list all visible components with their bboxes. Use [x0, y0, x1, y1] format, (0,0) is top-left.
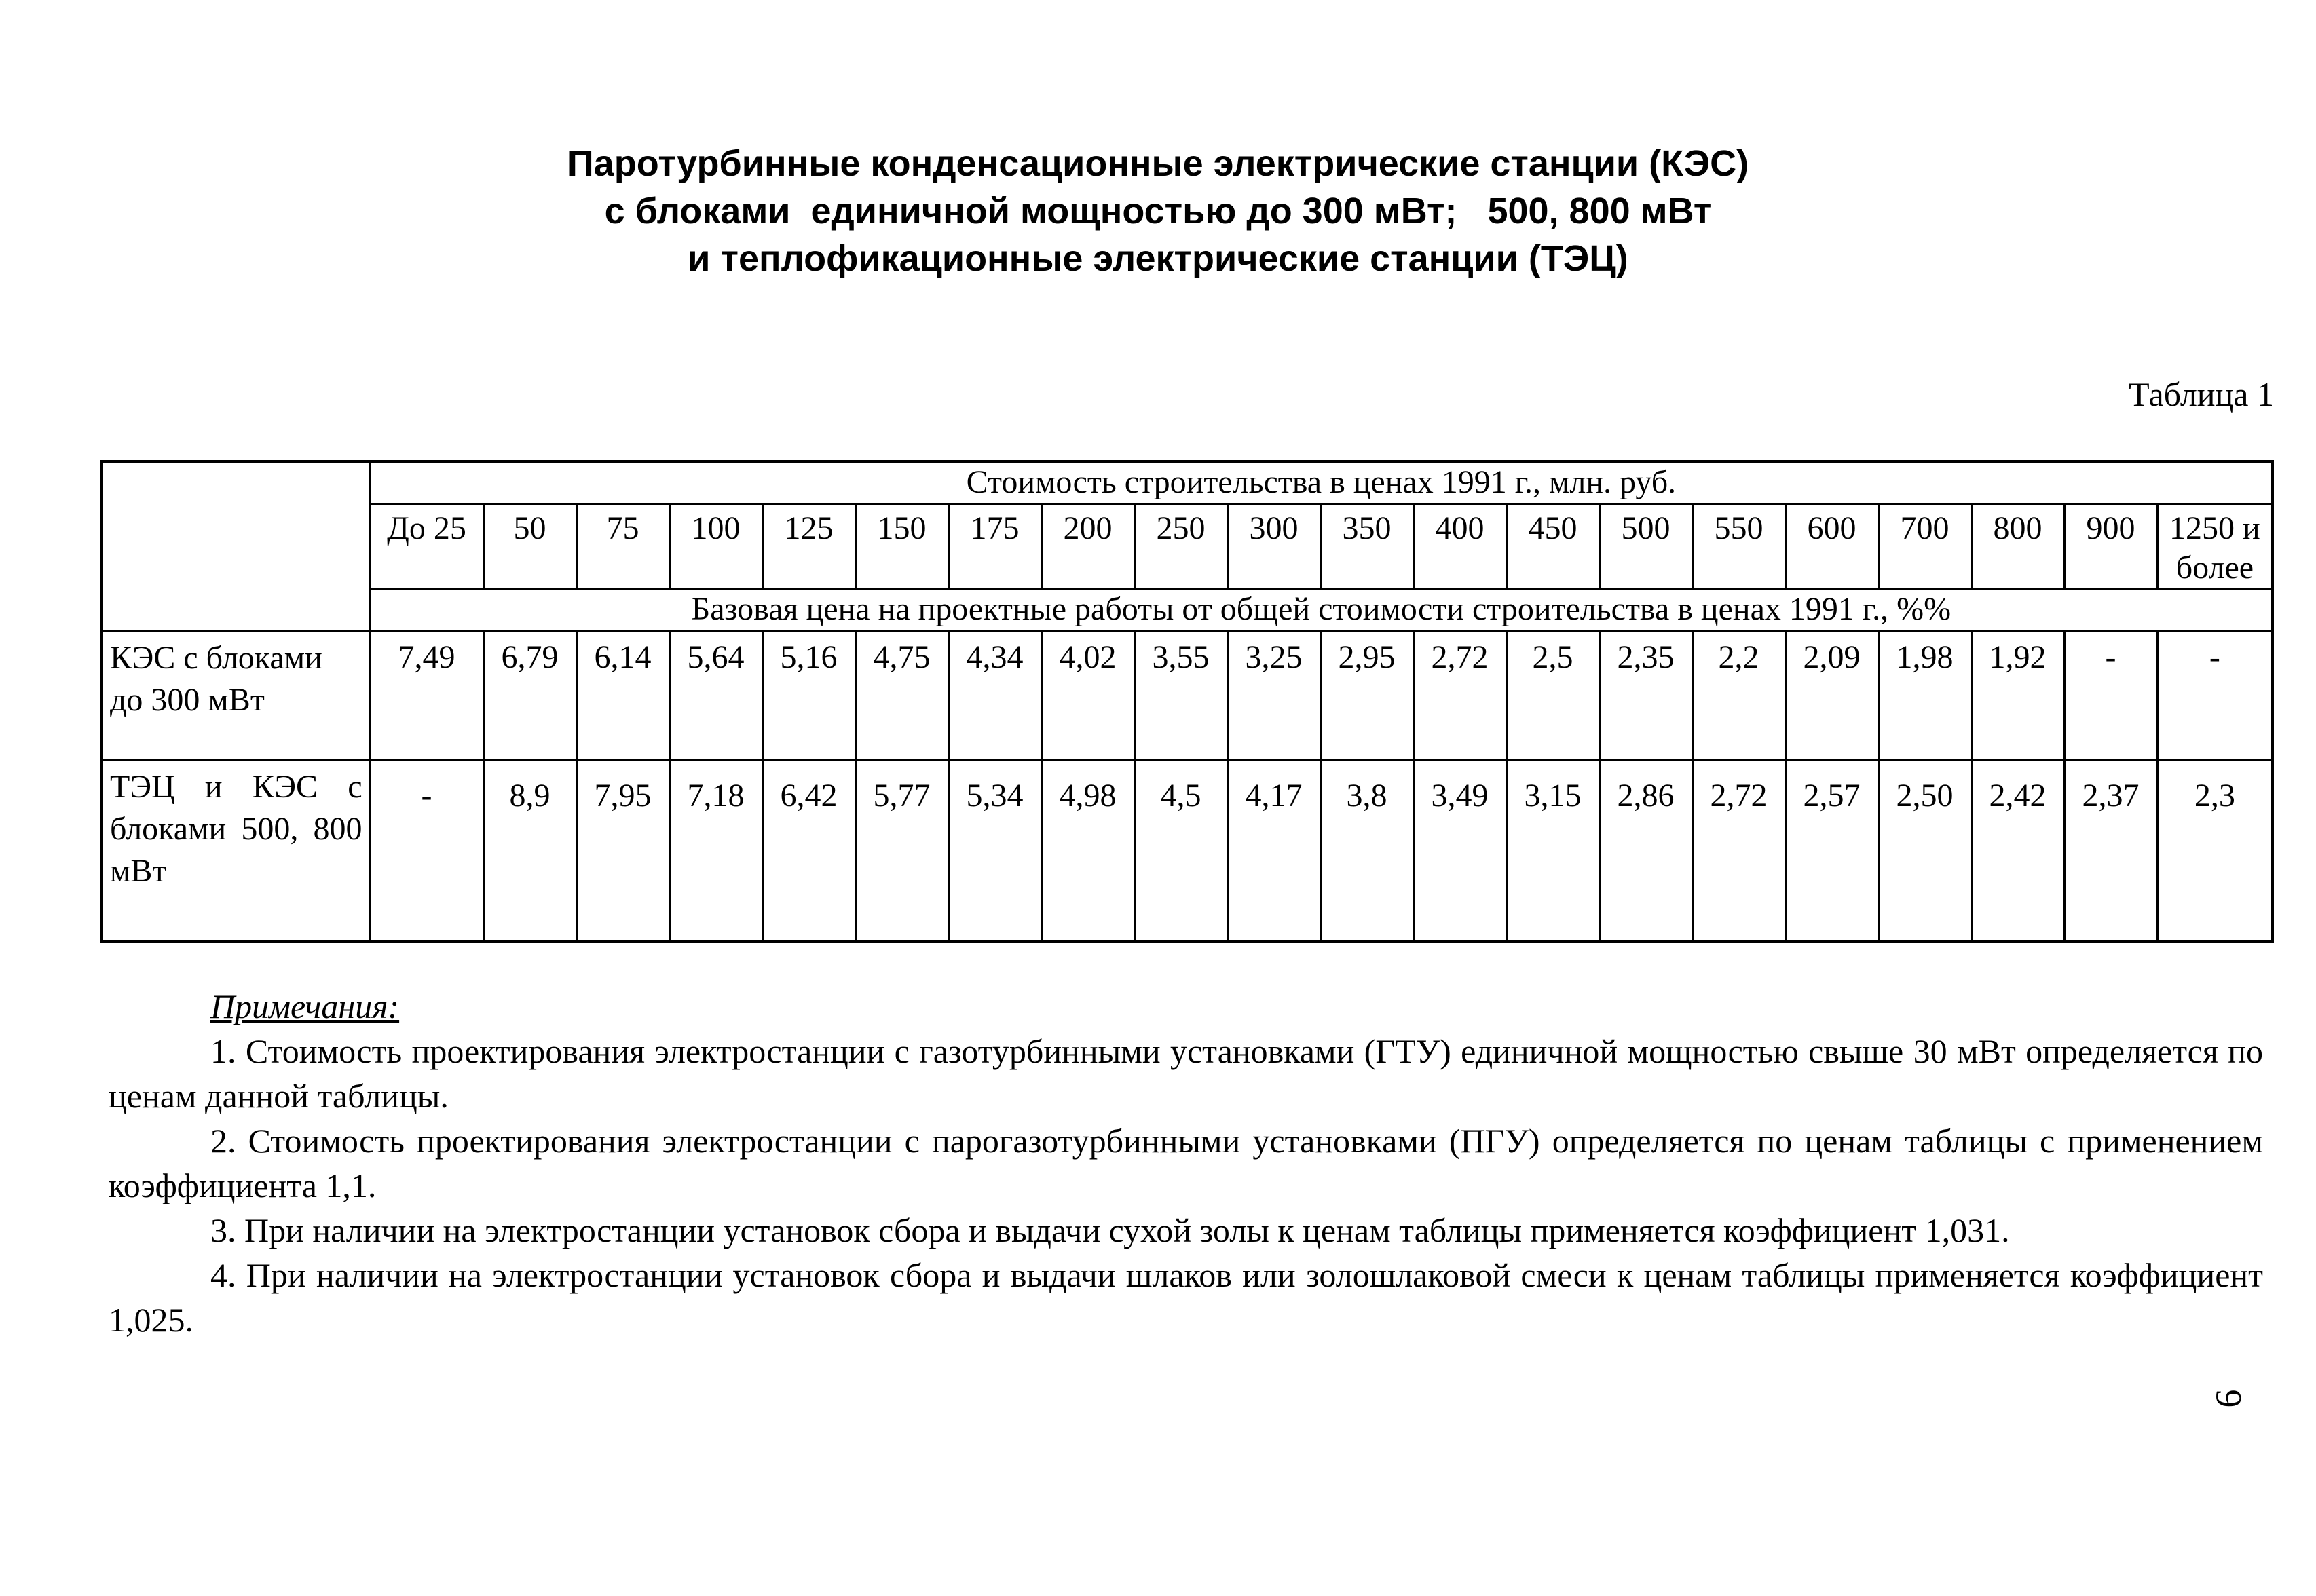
- price-cell: 3,15: [1506, 759, 1599, 941]
- price-cell: 3,25: [1227, 630, 1320, 759]
- price-header: Базовая цена на проектные работы от общей стоимости строительства в ценах 1991 г., %%: [370, 588, 2273, 630]
- column-header: 900: [2064, 504, 2157, 588]
- note-item: 3. При наличии на электростанции установок сбора и выдачи сухой золы к ценам таблицы применяется коэффициент 1,031.: [210, 1211, 2010, 1249]
- price-cell: 2,35: [1599, 630, 1692, 759]
- price-cell: 2,2: [1692, 630, 1785, 759]
- price-cell: -: [2157, 630, 2273, 759]
- price-cell: -: [2064, 630, 2157, 759]
- price-cell: 4,75: [855, 630, 948, 759]
- notes-heading: Примечания:: [210, 987, 400, 1025]
- price-cell: 3,55: [1134, 630, 1227, 759]
- price-cell: 2,37: [2064, 759, 2157, 941]
- price-cell: 4,02: [1041, 630, 1134, 759]
- price-cell: 8,9: [483, 759, 576, 941]
- column-header: 50: [483, 504, 576, 588]
- note-item: 2. Стоимость проектирования электростанции с парогазотурбинными установками (ПГУ) определяется по ценам таблицы с применением коэффициента 1,1.: [109, 1122, 2263, 1204]
- column-header: 1250 и более: [2157, 504, 2273, 588]
- column-header: 450: [1506, 504, 1599, 588]
- price-cell: 2,86: [1599, 759, 1692, 941]
- column-header: 600: [1785, 504, 1878, 588]
- price-cell: 7,95: [576, 759, 669, 941]
- column-header: 350: [1320, 504, 1413, 588]
- price-cell: 4,34: [948, 630, 1041, 759]
- price-cell: 1,98: [1878, 630, 1971, 759]
- price-table: [100, 460, 2274, 943]
- price-cell: 5,64: [669, 630, 762, 759]
- column-header: 300: [1227, 504, 1320, 588]
- corner-cell: [102, 461, 370, 630]
- table-row: [102, 759, 2273, 941]
- price-cell: 6,14: [576, 630, 669, 759]
- price-cell: 2,5: [1506, 630, 1599, 759]
- price-cell: 5,77: [855, 759, 948, 941]
- column-header: 100: [669, 504, 762, 588]
- title-line: с блоками единичной мощностью до 300 мВт; 500, 800 мВт: [604, 191, 1712, 231]
- title-line: Паротурбинные конденсационные электрические станции (КЭС): [567, 143, 1749, 184]
- note-item: 1. Стоимость проектирования электростанции с газотурбинными установками (ГТУ) единичной мощностью свыше 30 мВт определяется по ценам данной таблицы.: [109, 1032, 2263, 1115]
- price-cell: 5,34: [948, 759, 1041, 941]
- price-cell: 3,8: [1320, 759, 1413, 941]
- column-header: До 25: [370, 504, 483, 588]
- column-header: 200: [1041, 504, 1134, 588]
- column-header: 500: [1599, 504, 1692, 588]
- row-label: ТЭЦ и КЭС с блоками 500, 800 мВт: [102, 759, 370, 941]
- price-cell: 2,3: [2157, 759, 2273, 941]
- notes-section: [109, 984, 2263, 1342]
- note-item: 4. При наличии на электростанции установок сбора и выдачи шлаков или золошлаковой смеси к ценам таблицы применяется коэффициент 1,025.: [109, 1256, 2263, 1339]
- price-cell: 7,49: [370, 630, 483, 759]
- price-cell: 1,92: [1971, 630, 2064, 759]
- price-cell: 2,57: [1785, 759, 1878, 941]
- page-number: 9: [2208, 1389, 2249, 1408]
- column-header: 150: [855, 504, 948, 588]
- cost-header: Стоимость строительства в ценах 1991 г., млн. руб.: [370, 461, 2273, 504]
- table-number: Таблица 1: [2129, 375, 2274, 413]
- price-cell: 5,16: [762, 630, 855, 759]
- column-header: 125: [762, 504, 855, 588]
- price-cell: 2,09: [1785, 630, 1878, 759]
- price-cell: 2,50: [1878, 759, 1971, 941]
- price-cell: 4,5: [1134, 759, 1227, 941]
- price-cell: 7,18: [669, 759, 762, 941]
- price-cell: 4,98: [1041, 759, 1134, 941]
- document-title: [0, 140, 2316, 282]
- price-cell: 4,17: [1227, 759, 1320, 941]
- column-header: 250: [1134, 504, 1227, 588]
- column-header: 550: [1692, 504, 1785, 588]
- columns-row: [102, 504, 2273, 588]
- price-cell: 2,72: [1413, 630, 1506, 759]
- price-cell: 6,79: [483, 630, 576, 759]
- column-header: 700: [1878, 504, 1971, 588]
- table-row: [102, 630, 2273, 759]
- column-header: 175: [948, 504, 1041, 588]
- price-cell: 3,49: [1413, 759, 1506, 941]
- column-header: 800: [1971, 504, 2064, 588]
- price-cell: 6,42: [762, 759, 855, 941]
- price-cell: 2,42: [1971, 759, 2064, 941]
- row-label: КЭС с блоками до 300 мВт: [102, 630, 370, 759]
- price-cell: -: [370, 759, 483, 941]
- title-line: и теплофикационные электрические станции (ТЭЦ): [688, 238, 1628, 279]
- column-header: 75: [576, 504, 669, 588]
- price-cell: 2,72: [1692, 759, 1785, 941]
- column-header: 400: [1413, 504, 1506, 588]
- price-cell: 2,95: [1320, 630, 1413, 759]
